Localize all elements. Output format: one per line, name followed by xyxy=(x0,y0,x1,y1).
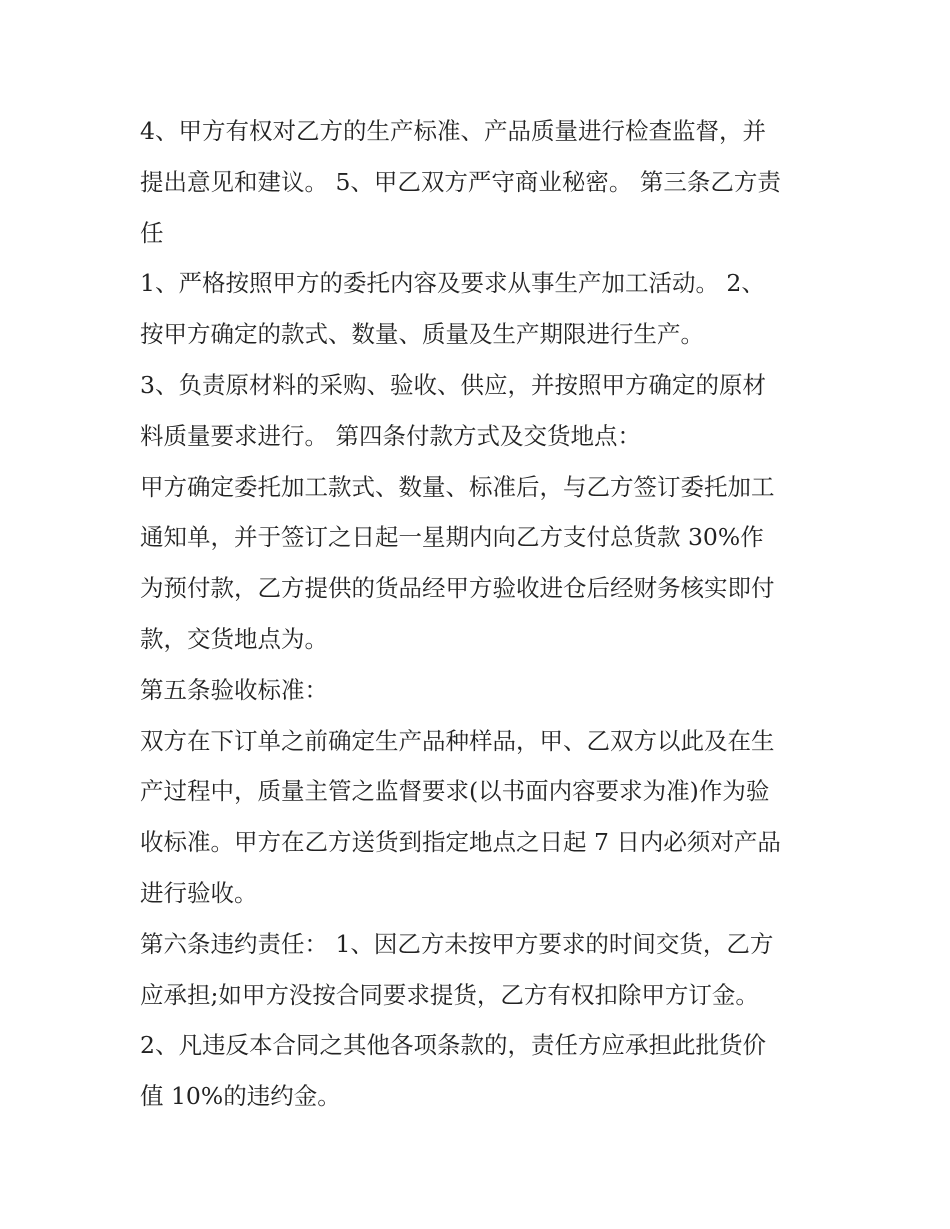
text-line: 2、凡违反本合同之其他各项条款的，责任方应承担此批货价 xyxy=(140,1031,766,1060)
text-line: 值 10%的违约金。 xyxy=(140,1082,341,1111)
text-line: 应承担;如甲方没按合同要求提货，乙方有权扣除甲方订金。 xyxy=(140,980,759,1009)
text-line: 通知单，并于签订之日起一星期内向乙方支付总货款 30%作 xyxy=(140,523,764,552)
text-line: 第六条违约责任： 1、因乙方未按甲方要求的时间交货，乙方 xyxy=(140,929,774,958)
text-line: 按甲方确定的款式、数量、质量及生产期限进行生产。 xyxy=(140,320,704,349)
text-line: 为预付款，乙方提供的货品经甲方验收进仓后经财务核实即付 xyxy=(140,574,775,603)
text-line: 任 xyxy=(140,218,164,247)
text-line: 款，交货地点为。 xyxy=(140,624,328,653)
text-line: 1、严格按照甲方的委托内容及要求从事生产加工活动。 2、 xyxy=(140,269,765,298)
text-line: 料质量要求进行。 第四条付款方式及交货地点： xyxy=(140,421,641,450)
text-line: 收标准。甲方在乙方送货到指定地点之日起 7 日内必须对产品 xyxy=(140,828,781,857)
text-line: 3、负责原材料的采购、验收、供应，并按照甲方确定的原材 xyxy=(140,370,766,399)
text-line: 进行验收。 xyxy=(140,878,258,907)
text-line: 4、甲方有权对乙方的生产标准、产品质量进行检查监督，并 xyxy=(140,117,766,145)
section-heading-acceptance: 第五条验收标准： xyxy=(140,675,328,704)
contract-text-body xyxy=(140,106,830,1122)
text-line: 产过程中，质量主管之监督要求(以书面内容要求为准)作为验 xyxy=(140,777,770,806)
text-line: 甲方确定委托加工款式、数量、标准后，与乙方签订委托加工 xyxy=(140,472,775,501)
text-line: 提出意见和建议。 5、甲乙双方严守商业秘密。 第三条乙方责 xyxy=(140,167,781,196)
text-line: 双方在下订单之前确定生产品种样品，甲、乙双方以此及在生 xyxy=(140,726,775,755)
